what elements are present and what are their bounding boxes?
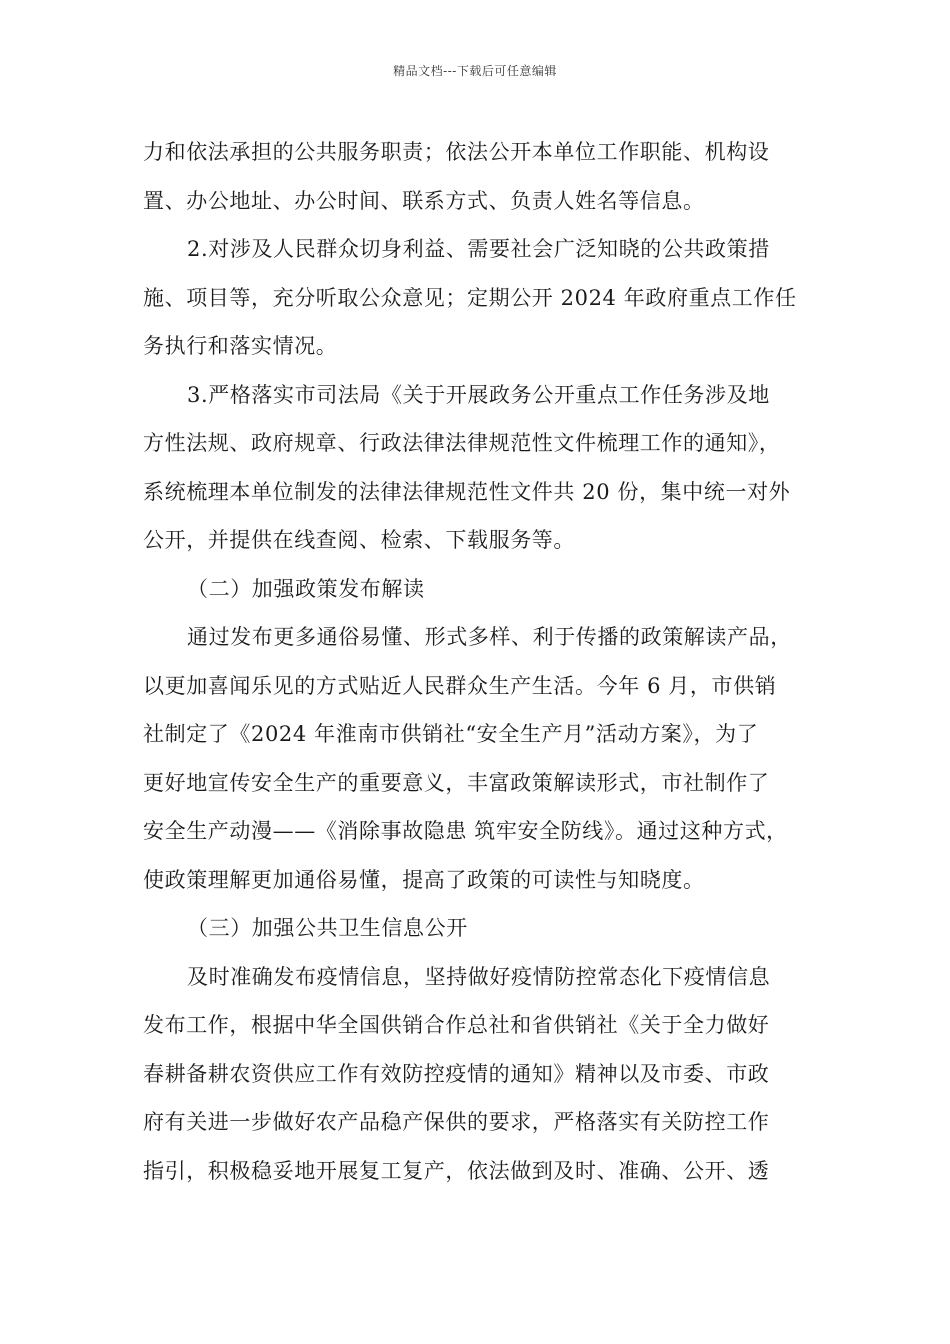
paragraph-start: 通过发布更多通俗易懂、形式多样、利于传播的政策解读产品，	[187, 625, 792, 649]
text-line: 置、办公地址、办公时间、联系方式、负责人姓名等信息。	[143, 188, 705, 213]
paragraph-item-3: 3.严格落实市司法局《关于开展政务公开重点工作任务涉及地	[187, 382, 770, 407]
text-line: 公开，并提供在线查阅、检索、下载服务等。	[143, 528, 575, 552]
text-line: 力和依法承担的公共服务职责；依法公开本单位工作职能、机构设	[143, 140, 770, 164]
text-line: 以更加喜闻乐见的方式贴近人民群众生产生活。今年 6 月，市供销	[143, 673, 777, 698]
section-heading-3: （三）加强公共卫生信息公开	[187, 916, 468, 940]
page-header: 精品文档---下载后可任意编辑	[393, 64, 557, 78]
text-line: 方性法规、政府规章、行政法律法律规范性文件梳理工作的通知》，	[143, 431, 781, 455]
document-body	[143, 128, 823, 1195]
text-line: 安全生产动漫——《消除事故隐患 筑牢安全防线》。通过这种方式，	[143, 819, 788, 843]
paragraph-item-2: 2.对涉及人民群众切身利益、需要社会广泛知晓的公共政策措	[187, 237, 770, 261]
text-line: 系统梳理本单位制发的法律法律规范性文件共 20 份，集中统一对外	[143, 479, 791, 504]
text-line: 社制定了《2024 年淮南市供销社“安全生产月”活动方案》，为了	[143, 722, 759, 746]
text-line: 发布工作，根据中华全国供销合作总社和省供销社《关于全力做好	[143, 1013, 770, 1037]
text-line: 春耕备耕农资供应工作有效防控疫情的通知》精神以及市委、市政	[143, 1061, 770, 1086]
text-line: 府有关进一步做好农产品稳产保供的要求，严格落实有关防控工作	[143, 1110, 770, 1134]
section-heading-2: （二）加强政策发布解读	[187, 576, 425, 601]
text-line: 施、项目等，充分听取公众意见；定期公开 2024 年政府重点工作任	[143, 285, 797, 310]
paragraph-start: 及时准确发布疫情信息，坚持做好疫情防控常态化下疫情信息	[187, 964, 771, 989]
text-line: 务执行和落实情况。	[143, 334, 338, 358]
text-line: 指引，积极稳妥地开展复工复产，依法做到及时、准确、公开、透	[143, 1158, 770, 1183]
text-line: 更好地宣传安全生产的重要意义，丰富政策解读形式，市社制作了	[143, 770, 770, 795]
text-line: 使政策理解更加通俗易懂，提高了政策的可读性与知晓度。	[143, 867, 705, 892]
